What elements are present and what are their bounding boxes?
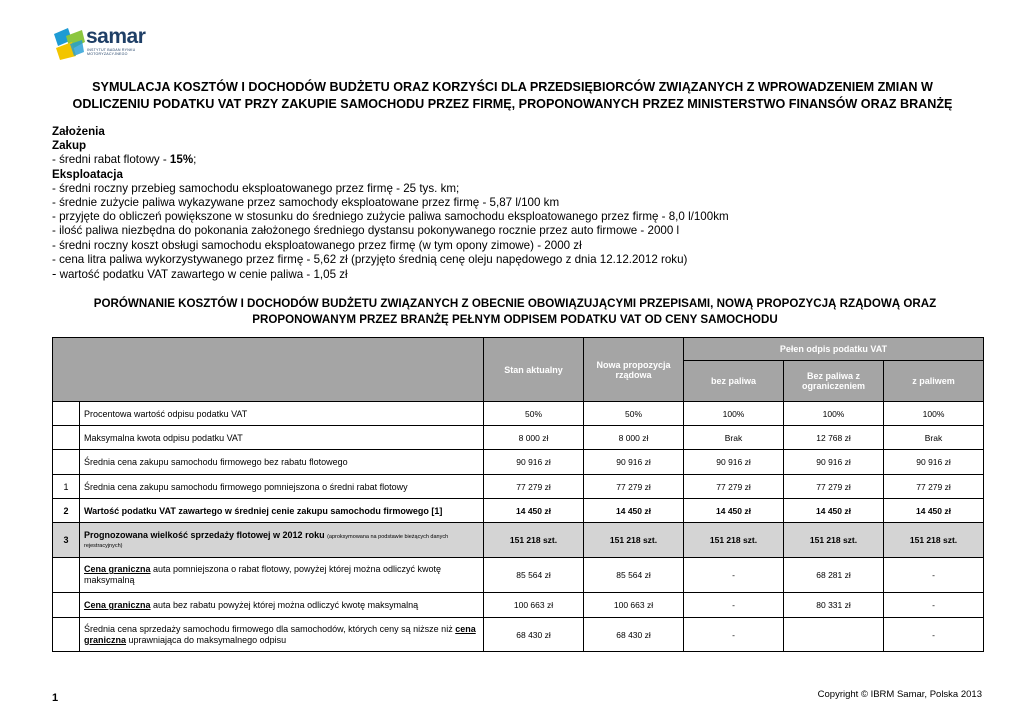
cell-new-proposal: 151 218 szt. — [584, 523, 684, 558]
table-row — [53, 450, 984, 475]
cell-no-fuel: 90 916 zł — [684, 450, 784, 475]
row-number: 2 — [53, 499, 80, 523]
purchase-line — [52, 153, 982, 167]
row-label: Procentowa wartość odpisu podatku VAT — [80, 402, 484, 426]
cell-new-proposal: 68 430 zł — [584, 618, 684, 652]
cell-with-fuel: 100% — [884, 402, 984, 426]
row-label: Średnia cena zakupu samochodu firmowego pomniejszona o średni rabat flotowy — [80, 475, 484, 499]
operation-line-dash: - — [52, 266, 57, 282]
row-number — [53, 450, 80, 475]
operation-line: - średnie zużycie paliwa wykazywane przez samochody eksploatowane przez firmę - 5,87 l/100 km — [52, 196, 560, 210]
cell-new-proposal: 100 663 zł — [584, 593, 684, 618]
operation-line-text: wartość podatku VAT zawartego w cenie paliwa - 1,05 zł — [56, 268, 348, 282]
header-current: Stan aktualny — [484, 338, 584, 402]
header-blank-cell — [53, 338, 484, 402]
row-number: 1 — [53, 475, 80, 499]
row-number — [53, 593, 80, 618]
row-number — [53, 402, 80, 426]
row-number: 3 — [53, 523, 80, 558]
cell-with-fuel: 77 279 zł — [884, 475, 984, 499]
cell-new-proposal: 77 279 zł — [584, 475, 684, 499]
samar-logo — [52, 24, 162, 64]
row-label — [80, 523, 484, 558]
cell-current: 8 000 zł — [484, 426, 584, 450]
header-no-fuel-limited: Bez paliwa z ograniczeniem — [784, 361, 884, 402]
cell-no-fuel: Brak — [684, 426, 784, 450]
cell-with-fuel: 151 218 szt. — [884, 523, 984, 558]
comparison-table — [52, 337, 984, 652]
logo-wordmark: samar — [86, 25, 146, 48]
cell-no-fuel-limited: 14 450 zł — [784, 499, 884, 523]
table-row — [53, 475, 984, 499]
row-label — [80, 593, 484, 618]
row-label-emphasis: cena graniczna — [84, 623, 476, 645]
row-label-note: (aproksymowana na podstawie bieżących danych rejestracyjnych) — [84, 534, 449, 549]
assumptions-heading: Założenia — [52, 125, 105, 138]
table-header-row — [53, 338, 984, 361]
row-number — [53, 426, 80, 450]
row-label-pre: Średnia cena sprzedaży samochodu firmowego dla samochodów, których ceny są niższe niż — [84, 623, 456, 634]
cell-with-fuel: - — [884, 618, 984, 652]
cell-new-proposal: 8 000 zł — [584, 426, 684, 450]
row-label — [80, 558, 484, 593]
header-new-proposal: Nowa propozycja rządowa — [584, 338, 684, 402]
table-row — [53, 593, 984, 618]
document-title: SYMULACJA KOSZTÓW I DOCHODÓW BUDŻETU ORAZ KORZYŚCI DLA PRZEDSIĘBIORCÓW ZWIĄZANYCH Z WPROWADZENIEM ZMIAN W ODLICZENIU PODATKU VAT PRZY ZAKUPIE SAMOCHODU PRZEZ FIRMĘ, PROPONOWANYCH PRZEZ MINISTERSTWO FINANSÓW ORAZ BRANŻĘ — [72, 80, 953, 111]
table-row — [53, 426, 984, 450]
cell-new-proposal: 50% — [584, 402, 684, 426]
header-no-fuel: bez paliwa — [684, 361, 784, 402]
row-number — [53, 558, 80, 593]
cell-current: 85 564 zł — [484, 558, 584, 593]
header-with-fuel: z paliwem — [884, 361, 984, 402]
row-label: Maksymalna kwota odpisu podatku VAT — [80, 426, 484, 450]
cell-no-fuel: 151 218 szt. — [684, 523, 784, 558]
cell-no-fuel: - — [684, 618, 784, 652]
cell-no-fuel-limited: 151 218 szt. — [784, 523, 884, 558]
cell-no-fuel-limited: 90 916 zł — [784, 450, 884, 475]
cell-new-proposal: 85 564 zł — [584, 558, 684, 593]
cell-current: 100 663 zł — [484, 593, 584, 618]
cell-with-fuel: 14 450 zł — [884, 499, 984, 523]
cell-current: 68 430 zł — [484, 618, 584, 652]
operation-line: - średni roczny koszt obsługi samochodu eksploatowanego przez firmę (w tym opony zimowe) - 2000 zł — [52, 238, 582, 252]
table-row-highlighted — [53, 523, 984, 558]
cell-current: 151 218 szt. — [484, 523, 584, 558]
row-label: Wartość podatku VAT zawartego w średniej cenie zakupu samochodu firmowego [1] — [80, 499, 484, 523]
row-label-rest: auta pomniejszona o rabat flotowy, powyżej której można odliczyć kwotę maksymalną — [84, 564, 442, 585]
operation-heading: Eksploatacja — [52, 167, 123, 181]
cell-no-fuel: - — [684, 558, 784, 593]
cell-current: 50% — [484, 402, 584, 426]
operation-line: - cena litra paliwa wykorzystywanego przez firmę - 5,62 zł (przyjęto średnią cenę oleju napędowego z dnia 12.12.2012 roku) — [52, 252, 688, 266]
copyright: Copyright © IBRM Samar, Polska 2013 — [817, 689, 982, 700]
operation-line-last — [52, 267, 982, 282]
table-row — [53, 558, 984, 593]
row-label: Średnia cena zakupu samochodu firmowego bez rabatu flotowego — [80, 450, 484, 475]
cell-with-fuel: 90 916 zł — [884, 450, 984, 475]
row-label-emphasis: Cena graniczna — [84, 600, 151, 610]
row-number — [53, 618, 80, 652]
cell-with-fuel: Brak — [884, 426, 984, 450]
row-label-main: Prognozowana wielkość sprzedaży flotowej w 2012 roku — [84, 530, 325, 540]
cell-no-fuel-limited: 80 331 zł — [784, 593, 884, 618]
cell-no-fuel-limited — [784, 618, 884, 652]
cell-current: 14 450 zł — [484, 499, 584, 523]
logo-subtitle: INSTYTUT BADAN RYNKU MOTORYZACYJNEGO — [87, 48, 136, 57]
cell-no-fuel-limited: 12 768 zł — [784, 426, 884, 450]
purchase-line-value: 15% — [169, 153, 194, 167]
operation-line: - przyjęte do obliczeń powiększone w stosunku do średniego zużycie paliwa samochodu eksploatowanego przez firmę - 8,0 l/100km — [52, 210, 729, 224]
header-full-deduction: Pełen odpis podatku VAT — [684, 338, 984, 361]
cell-with-fuel: - — [884, 558, 984, 593]
cell-with-fuel: - — [884, 593, 984, 618]
cell-current: 77 279 zł — [484, 475, 584, 499]
cell-no-fuel: 14 450 zł — [684, 499, 784, 523]
cell-no-fuel: 100% — [684, 402, 784, 426]
cell-current: 90 916 zł — [484, 450, 584, 475]
cell-no-fuel-limited: 100% — [784, 402, 884, 426]
row-label-rest: auta bez rabatu powyżej której można odliczyć kwotę maksymalną — [150, 600, 419, 610]
row-label-emphasis: Cena graniczna — [84, 564, 151, 574]
cell-no-fuel: - — [684, 593, 784, 618]
table-row — [53, 402, 984, 426]
table-row — [53, 618, 984, 652]
cell-new-proposal: 14 450 zł — [584, 499, 684, 523]
operation-line: - średni roczny przebieg samochodu eksploatowanego przez firmę - 25 tys. km; — [52, 181, 460, 195]
operation-line: - ilość paliwa niezbędna do pokonania założonego średniego dystansu pokonywanego rocznie przez auto firmowe - 2000 l — [52, 224, 680, 238]
row-label — [80, 618, 484, 652]
samar-logo-mark — [52, 24, 88, 62]
cell-new-proposal: 90 916 zł — [584, 450, 684, 475]
cell-no-fuel-limited: 68 281 zł — [784, 558, 884, 593]
purchase-line-prefix: - średni rabat flotowy - — [52, 153, 170, 167]
table-row — [53, 499, 984, 523]
cell-no-fuel: 77 279 zł — [684, 475, 784, 499]
row-label-rest: uprawniająca do maksymalnego odpisu — [126, 634, 287, 645]
assumptions-section — [52, 125, 982, 282]
purchase-line-suffix: ; — [193, 153, 197, 167]
purchase-heading: Zakup — [52, 139, 87, 153]
cell-no-fuel-limited: 77 279 zł — [784, 475, 884, 499]
page-number: 1 — [52, 692, 59, 704]
comparison-subtitle: PORÓWNANIE KOSZTÓW I DOCHODÓW BUDŻETU ZWIĄZANYCH Z OBECNIE OBOWIĄZUJĄCYMI PRZEPISAMI, NOWĄ PROPOZYCJĄ RZĄDOWĄ ORAZ PROPONOWANYM PRZEZ BRANŻĘ PEŁNYM ODPISEM PODATKU VAT OD CENY SAMOCHODU — [93, 297, 937, 326]
